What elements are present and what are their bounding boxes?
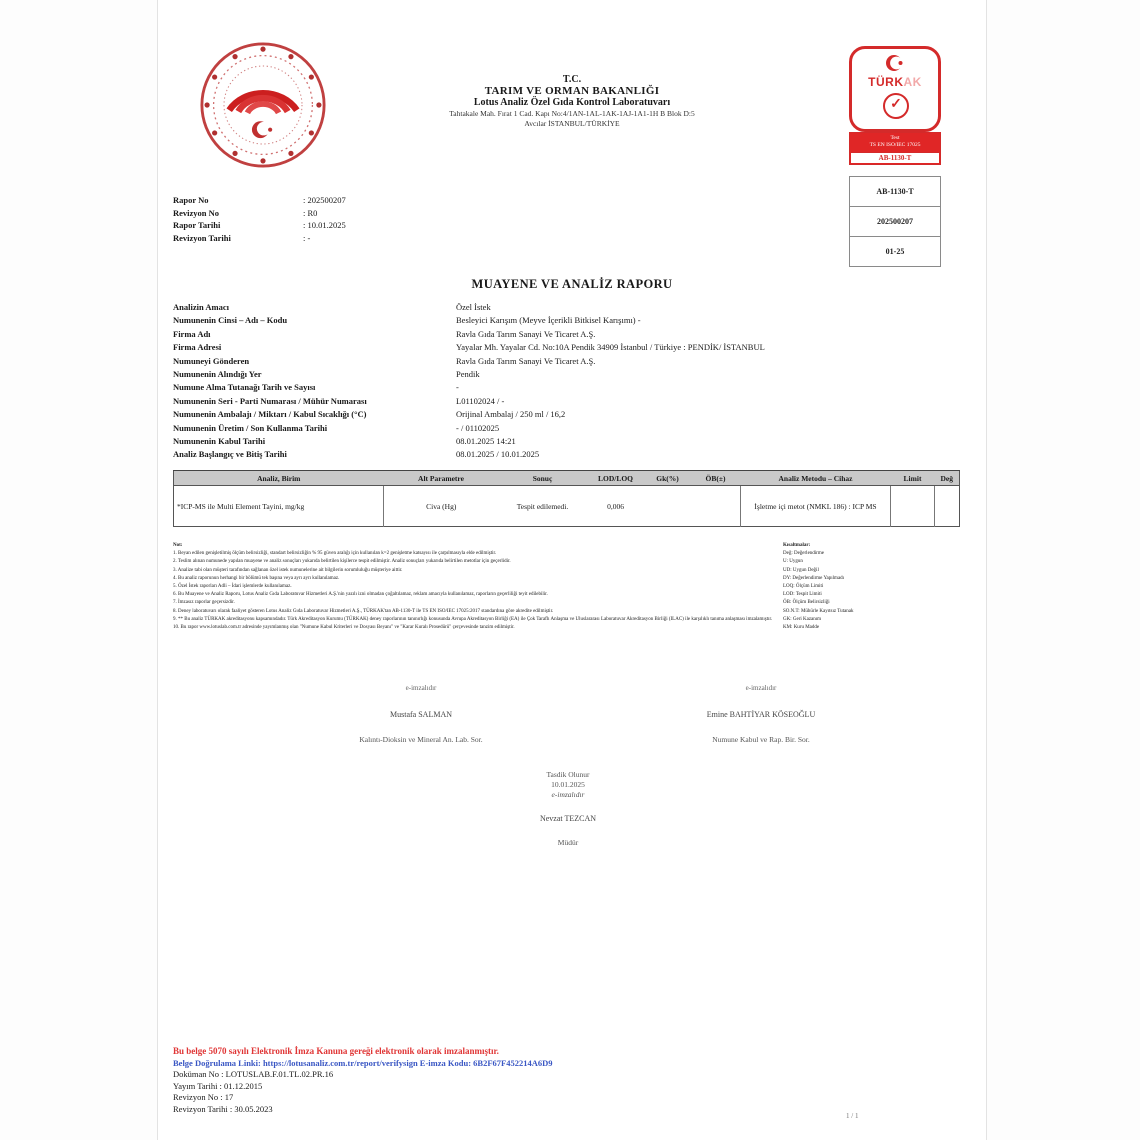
note-item: 7. İmzasız raporlar geçersizdir. [173,600,235,606]
accreditation-badge [849,132,941,165]
approval-date: 10.01.2025 [551,780,585,789]
header-ministry: TARIM VE ORMAN BAKANLIĞI [484,85,660,97]
field-label: Analizin Amacı [173,302,229,312]
esign-label: e-imzalıdır [551,790,585,799]
header-tc: T.C. [562,74,582,85]
note-item: 9. ** Bu analiz TÜRKAK akreditasyonu kapsamındadır. Türk Akreditasyon Kurumu (TÜRKAK) deney raporlarının tanınırlığı konusunda Avrupa Akreditasyon Birliği (EA) ile Çok Taraflı Anlaşma ve Uluslararası Laboratuvar Akreditasyon Birliği (ILAC) ile karşılıklı tanıma anlaşması imzalamıştır. [173,616,773,622]
field-label: Numuneyi Gönderen [173,355,250,366]
col-alt-parametre: Alt Parametre [384,471,499,486]
revision-no: Revizyon No : 17 [173,1092,234,1102]
abbr-item: SO.N.T: Mühürle Kayıtsız Tutanak [783,608,854,614]
meta-label: Rapor No [173,195,209,205]
field-value: Ravla Gıda Tarım Sanayi Ve Ticaret A.Ş. [456,355,596,366]
header-address-line1: Tahtakale Mah. Fırat 1 Cad. Kapı No:4/1AN-1AL-1AK-1AJ-1A1-1H B Blok D:5 [449,109,695,118]
badge-standard: TS EN ISO/IEC 17025 [869,142,921,148]
col-analiz-birim: Analiz, Birim [174,471,384,486]
report-meta [173,194,346,244]
field-row [173,408,959,421]
cell-ob [691,486,741,527]
note-item: 3. Analize tabi olan müşteri tarafından sağlanan özel istek numunelerine ait bilgilerin sorumluluğu müşteriye aittir. [173,567,403,573]
abbreviations-section [783,542,953,632]
note-item: 1. Beyan edilen genişletilmiş ölçüm belirsizliği, standart belirsizliğin % 95 güven aralığı için kullanılan k=2 genişletme katsayısı ile çarpılmasıyla elde edilmiştir. [173,551,497,557]
field-label: Analiz Başlangıç ve Bitiş Tarihi [173,449,287,460]
abbr-item: UD: Uygun Değil [783,567,819,573]
field-value: Pendik [456,369,480,380]
cell-limit [891,486,935,527]
meta-label: Revizyon No [173,207,220,218]
field-label: Numunenin Üretim / Son Kullanma Tarihi [173,422,328,433]
field-value: Yayalar Mh. Yayalar Cd. No:10A Pendik 34909 İstanbul / Türkiye : PENDİK/ İSTANBUL [456,342,765,353]
abbr-item: GK: Geri Kazanım [783,616,822,622]
meta-value: : - [303,232,311,243]
turkak-logo [849,46,941,132]
col-sonuc: Sonuç [499,471,587,486]
signer-name: Mustafa SALMAN [390,710,452,719]
report-no-box: 202500207 [850,207,940,237]
document-no: Doküman No : LOTUSLAB.F.01.TL.02.PR.16 [173,1069,334,1079]
badge-code: AB-1130-T [851,152,939,163]
revision-date: Revizyon Tarihi : 30.05.2023 [173,1103,273,1114]
results-header-row [174,471,960,486]
footer-block [173,1046,553,1115]
meta-value: : R0 [303,207,318,218]
esign-label: e-imzalıdır [405,684,437,692]
checkmark-icon: ✓ [883,93,909,119]
crescent-star-icon [885,53,905,73]
field-row [173,448,959,461]
field-label: Numune Alma Tutanağı Tarih ve Sayısı [173,382,316,393]
signature-left [271,684,571,744]
cell-analiz: *ICP-MS ile Multi Element Tayini, mg/kg [174,486,384,527]
field-row [173,301,959,314]
abbr-item: LOQ: Ölçüm Limiti [783,584,824,590]
note-item: 10. Bu rapor www.lotuslab.com.tr adresinde yayımlanmış olan "Numune Kabul Kriterleri ve Dosyası Beyanı" ve "Karar Kuralı Prosedürü" çerçevesinde tanzim edilmiştir. [173,625,515,631]
field-row [173,422,959,435]
col-deg: Değ [935,471,960,486]
field-value: Besleyici Karışım (Meyve İçerikli Bitkisel Karışımı) - [456,315,641,326]
field-value: Orijinal Ambalaj / 250 ml / 16,2 [456,409,566,420]
note-item: 6. Bu Muayene ve Analiz Raporu, Lotus Analiz Gıda Laboratuvar Hizmetleri A.Ş.'nin yazılı izni olmadan çoğaltılamaz, reklam amacıyla kullanılamaz, raporların geçerliliği teyit edilebilir. [173,592,548,598]
esign-label: e-imzalıdır [745,684,777,692]
field-label: Numunenin Cinsi – Adı – Kodu [173,315,288,326]
field-row [173,355,959,368]
col-limit: Limit [891,471,935,486]
abbr-item: U: Uygun [783,559,803,565]
field-value: - [456,382,459,393]
turkak-word-turk: TÜRK [868,75,904,89]
turkak-word-ak: AK [903,75,922,89]
publish-date: Yayım Tarihi : 01.12.2015 [173,1080,263,1091]
field-value: Özel İstek [456,302,491,312]
esign-notice: Bu belge 5070 sayılı Elektronik İmza Kanuna gereği elektronik olarak imzalanmıştır. [173,1046,499,1056]
turkak-wordmark [852,75,938,89]
page-number: 1 / 1 [846,1112,859,1120]
field-row [173,381,959,394]
field-row [173,328,959,341]
note-item: 5. Özel İstek raporları Adli – İdari işlemlerde kullanılamaz. [173,584,292,590]
cell-lod-loq: 0,006 [607,501,624,511]
report-id-box [849,176,941,267]
col-gk: Gk(%) [645,471,691,486]
field-row [173,395,959,408]
result-row [174,486,960,527]
accreditation-no: AB-1130-T [850,177,940,207]
note-item: 2. Teslim alınan numunede yapılan muayene ve analiz sonuçları yukarıda belirtilen kişilerce tespit edilmiştir. Analiz sonuçları yukarıda belirtilen metotlar için geçerlidir. [173,559,511,565]
field-value: Ravla Gıda Tarım Sanayi Ve Ticaret A.Ş. [456,328,596,339]
verification-link: Belge Doğrulama Linki: https://lotusanaliz.com.tr/report/verifysign E-imza Kodu: 6B2F67F452214A6D9 [173,1057,553,1068]
report-page [157,0,987,1140]
col-ob: ÖB(±) [691,471,741,486]
signer-role: Kalıntı-Dioksin ve Mineral An. Lab. Sor. [359,735,483,744]
field-label: Numunenin Alındığı Yer [173,369,262,380]
abbr-item: KM: Kuru Madde [783,625,820,631]
cell-alt-parametre: Civa (Hg) [426,501,457,511]
results-table [173,470,960,527]
field-value: 08.01.2025 / 10.01.2025 [456,449,540,460]
cell-sonuc: Tespit edilemedi. [516,501,569,511]
approver-role: Müdür [557,838,579,847]
abbr-item: Değ: Değerlendirme [783,551,824,557]
cell-gk [645,486,691,527]
col-lod-loq: LOD/LOQ [587,471,645,486]
abbr-item: LOD: Tespit Limiti [783,592,822,598]
approval-block [468,770,668,848]
badge-scope: Test [890,135,900,141]
meta-row [173,232,346,245]
field-row [173,341,959,354]
report-code-box: 01-25 [885,247,905,256]
field-label: Numunenin Ambalajı / Miktarı / Kabul Sıcaklığı (°C) [173,409,367,420]
field-label: Firma Adı [173,328,211,339]
header-address-line2: Avcılar İSTANBUL/TÜRKİYE [524,119,620,128]
meta-row [173,194,346,207]
meta-label: Rapor Tarihi [173,220,221,230]
field-value: 08.01.2025 14:21 [456,436,516,447]
signer-role: Numune Kabul ve Rap. Bir. Sor. [712,735,810,744]
field-value: - / 01102025 [456,422,500,433]
cell-deg [935,486,960,527]
field-row [173,314,959,327]
meta-row [173,207,346,220]
abbr-item: ÖB: Ölçüm Belirsizliği [783,600,830,606]
meta-label: Revizyon Tarihi [173,232,231,243]
field-row [173,368,959,381]
note-item: 8. Deney laboratuvarı olarak faaliyet gösteren Lotus Analiz Gıda Laboratuvar Hizmetleri A.Ş., TÜRKAK'tan AB-1130-T ile TS EN ISO/IEC 17025:2017 standardına göre akredite edilmiştir. [173,608,554,614]
field-label: Numunenin Seri - Parti Numarası / Mühür Numarası [173,395,367,406]
sample-info [173,301,959,462]
col-metot: Analiz Metodu – Cihaz [741,471,891,486]
field-label: Firma Adresi [173,342,222,353]
signature-right [611,684,911,744]
signer-name: Emine BAHTİYAR KÖSEOĞLU [706,710,816,719]
cell-metot: İşletme içi metot (NMKL 186) : ICP MS [741,486,891,527]
header-lab-name: Lotus Analiz Özel Gıda Kontrol Laboratuvarı [473,97,671,108]
meta-value: : 202500207 [303,195,346,205]
field-row [173,435,959,448]
field-label: Numunenin Kabul Tarihi [173,436,266,447]
approver-name: Nevzat TEZCAN [539,814,597,823]
approval-line: Tasdik Olunur [546,770,590,779]
abbr-item: DY: Değerlendirme Yapılmadı [783,575,845,581]
page-title: MUAYENE VE ANALİZ RAPORU [471,277,673,291]
notes-section [173,542,773,632]
meta-value: : 10.01.2025 [303,220,346,230]
meta-row [173,219,346,232]
note-item: 4. Bu analiz raporunun herhangi bir bölümü tek başına veya ayrı ayrı kullanılamaz. [173,575,340,581]
field-value: L01102024 / - [456,395,505,406]
notes-heading: Not: [173,543,183,548]
abbreviations-heading: Kısaltmalar: [783,543,811,548]
